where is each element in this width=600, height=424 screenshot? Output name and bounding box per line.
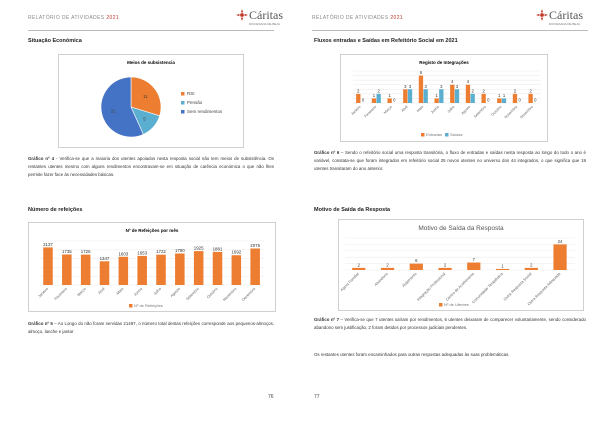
bar-value-label: 24 xyxy=(557,238,563,244)
meals-chart xyxy=(29,223,275,311)
caritas-cross-icon xyxy=(536,9,548,21)
bar-value-label: 3 xyxy=(440,83,443,89)
bar xyxy=(502,98,506,103)
category-label: Julho xyxy=(446,104,456,114)
page-number-right: 77 xyxy=(314,394,320,400)
bar-value-label: 3 xyxy=(404,83,407,89)
category-label: Novembro xyxy=(503,104,519,120)
category-label: Outubro xyxy=(206,286,219,300)
bar-value-label: 6 xyxy=(419,70,423,76)
graph-5-label: Gráfico nº 5 xyxy=(28,321,53,326)
category-label: Dezembro xyxy=(519,104,534,120)
section-title-exit: Motivo de Saída da Resposta xyxy=(314,207,391,213)
logo-subtitle: DIOCESANA DE BEJA xyxy=(249,22,280,26)
legend-label: Nº de Refeições xyxy=(134,303,163,308)
bar-value-label: 2 xyxy=(443,262,447,268)
category-label: Setembro xyxy=(185,286,200,302)
section-title-meals: Número de refeições xyxy=(28,207,83,213)
category-label: Dezembro xyxy=(241,286,257,303)
graph-7-text: – Verifica-se que 7 utentes saíram por rendimentos, 6 utentes deixaram de comparecer voluntariamente, sendo considerado abandono sem justificação, 2 foram detidos por processos judiciais pendentes. xyxy=(314,317,586,330)
bar-value-label: 4 xyxy=(466,79,470,85)
paragraph-other-responses: Os restantes utentes foram encaminhados para outras respostas adequadas às suas problemáticas. xyxy=(314,352,510,357)
caritas-logo xyxy=(536,6,586,32)
bar-value-label: 2 xyxy=(357,88,360,94)
bar xyxy=(466,85,470,103)
bar-value-label: 1 xyxy=(388,92,391,98)
bar-value-label: 1 xyxy=(498,92,501,98)
bar xyxy=(213,252,223,285)
legend-swatch xyxy=(421,133,425,137)
bar-value-label: 6 xyxy=(415,258,418,264)
bar-value-label: 2 xyxy=(530,262,533,268)
graph-6-text: – Sendo o refeitório social uma resposta transitória, o fluxo de entradas e saídas nesta resposta ao longo do todo o ano é variável, constata-se que foram integrados em refeitório social 25 novos utentes no universo dos 44 integrados, o que significa que 19 utentes transitaram do ano anterior. xyxy=(314,150,587,171)
bar-value-label: 1 xyxy=(372,92,376,98)
legend-swatch xyxy=(445,133,449,137)
header-title: RELATÓRIO DE ATIVIDADES xyxy=(28,15,105,21)
exit-chart-box xyxy=(338,219,584,311)
pie-chart xyxy=(59,55,243,147)
header-left xyxy=(28,15,119,21)
bar-value-label: 1881 xyxy=(212,246,223,252)
bar-value-label: 1925 xyxy=(193,245,204,251)
bar-value-label: 1790 xyxy=(174,247,185,253)
graph-4-label: Gráfico nº 4 xyxy=(28,156,55,161)
legend-swatch xyxy=(181,110,185,114)
legend-label: Saídas xyxy=(450,132,463,137)
bar xyxy=(525,268,538,270)
category-label: Abandono xyxy=(373,271,389,287)
legend-swatch xyxy=(439,303,443,307)
bar xyxy=(455,89,459,103)
logo-subtitle: DIOCESANA DE BEJA xyxy=(549,22,580,26)
pie-chart-box xyxy=(58,54,244,148)
bar-value-label: 2 xyxy=(357,262,360,268)
integrations-chart-box xyxy=(340,54,548,142)
bar-value-label: 2 xyxy=(513,88,517,94)
bar-value-label: 7 xyxy=(472,257,475,263)
paragraph-graph-6 xyxy=(314,149,586,173)
legend-label: Sem rendimentos xyxy=(187,109,223,114)
header-rule xyxy=(28,30,274,31)
bar xyxy=(250,248,260,285)
bar xyxy=(496,269,509,270)
category-label: Fevereiro xyxy=(363,104,378,119)
category-label: Janeiro xyxy=(350,104,362,117)
bar xyxy=(100,261,110,285)
right-page xyxy=(300,0,600,424)
bar-value-label: 2 xyxy=(386,262,389,268)
category-label: Maio xyxy=(115,286,125,296)
bar xyxy=(403,89,407,103)
bar xyxy=(553,244,566,270)
category-label: Integração Profissional xyxy=(416,271,447,303)
bar-value-label: 2 xyxy=(377,88,380,94)
bar-value-label: 0 xyxy=(361,97,365,103)
bar xyxy=(471,94,475,103)
bar-value-label: 2 xyxy=(471,88,474,94)
pie-value-label: 21 xyxy=(110,108,116,114)
header-right xyxy=(312,15,403,21)
bar xyxy=(352,268,365,270)
category-label: Outra Resposta Adequada xyxy=(526,271,562,307)
bar xyxy=(137,256,147,285)
pie-value-label: 5 xyxy=(143,116,146,122)
category-label: Julho xyxy=(152,286,163,297)
logo-word: Cáritas xyxy=(249,8,283,22)
category-label: Agosto xyxy=(169,286,181,299)
bar xyxy=(528,94,532,103)
meals-chart-box xyxy=(28,222,276,312)
bar xyxy=(119,257,129,285)
bar xyxy=(467,263,480,270)
bar-value-label: 1726 xyxy=(80,249,91,255)
bar xyxy=(450,85,454,103)
page-number-left: 76 xyxy=(268,394,274,400)
bar-value-label: 1 xyxy=(435,92,438,98)
bar xyxy=(381,268,394,270)
category-label: Junho xyxy=(133,286,144,298)
category-label: Abril xyxy=(400,104,409,113)
bar xyxy=(497,98,501,103)
bar xyxy=(387,98,391,103)
legend-swatch xyxy=(129,304,133,308)
header-year: 2021 xyxy=(390,15,404,21)
bar-value-label: 1653 xyxy=(137,250,148,256)
bar xyxy=(356,94,360,103)
bar xyxy=(513,94,517,103)
legend-label: RSI xyxy=(187,91,195,96)
bar-value-label: 1735 xyxy=(61,248,72,254)
bar xyxy=(408,89,412,103)
bar xyxy=(438,268,451,270)
bar-value-label: 1 xyxy=(502,92,506,98)
bar-value-label: 0 xyxy=(534,97,537,103)
logo-word: Cáritas xyxy=(549,8,583,22)
exit-chart xyxy=(339,220,583,310)
category-label: Outra Resposta Social xyxy=(502,271,533,302)
legend-label: Entradas xyxy=(426,132,443,137)
bar xyxy=(194,251,204,285)
bar-value-label: 1603 xyxy=(118,251,129,257)
bar-value-label: 3 xyxy=(424,83,427,89)
bar xyxy=(419,76,423,103)
header-year: 2021 xyxy=(106,15,120,21)
category-label: Comunidade Terapêutica xyxy=(471,271,504,305)
bar-value-label: 2 xyxy=(529,88,532,94)
category-label: Agosto xyxy=(460,104,472,116)
graph-7-label: Gráfico nº 7 xyxy=(314,317,340,322)
bar xyxy=(424,89,428,103)
bar-value-label: 1 xyxy=(501,263,504,269)
category-label: Alojamento xyxy=(401,271,418,289)
legend-swatch xyxy=(181,101,185,105)
category-label: Centro de Acolhimento xyxy=(445,271,476,302)
graph-4-text: - Verifica-se que a maioria dos utentes apoiados nesta resposta social não tem meios de subsistência. Os restantes utentes mesmo com alguns rendimentos encontravam-se em situação de carência económica o que não lhes permite fazer face às necessidades básicas. xyxy=(28,156,274,177)
pie-value-label: 11 xyxy=(143,93,148,99)
section-title-economic: Situação Económica xyxy=(28,38,82,44)
bar xyxy=(372,98,376,103)
meals-chart-title: Nº de Refeições por mês xyxy=(125,228,179,233)
legend-label: Nº de Utentes xyxy=(444,302,469,307)
caritas-logo xyxy=(236,6,286,32)
integrations-chart xyxy=(341,55,547,141)
integrations-chart-title: Registo de Integrações xyxy=(419,60,469,65)
category-label: Fevereiro xyxy=(53,286,68,302)
category-label: Novembro xyxy=(222,286,238,303)
bar-value-label: 4 xyxy=(451,79,454,85)
category-label: Maio xyxy=(415,104,425,114)
bar-value-label: 0 xyxy=(518,97,521,103)
bar xyxy=(62,254,72,285)
bar xyxy=(434,98,438,103)
legend-swatch xyxy=(181,92,185,96)
pie-chart-title: Meios de subsistencia xyxy=(127,60,175,65)
bar xyxy=(156,255,166,285)
paragraph-graph-7 xyxy=(314,316,586,332)
bar-value-label: 0 xyxy=(393,97,396,103)
caritas-cross-icon xyxy=(236,9,248,21)
category-label: Outubro xyxy=(490,104,503,117)
category-label: Setembro xyxy=(473,104,487,119)
category-label: Agora Familiar xyxy=(339,271,361,293)
bar-value-label: 1692 xyxy=(231,249,242,255)
category-label: Abril xyxy=(97,286,106,296)
category-label: Janeiro xyxy=(37,286,50,299)
bar-value-label: 0 xyxy=(487,97,490,103)
exit-chart-title: Motivo de Saída da Resposta xyxy=(418,225,504,232)
category-label: Março xyxy=(76,286,87,298)
bar-value-label: 1722 xyxy=(156,249,166,255)
paragraph-graph-4 xyxy=(28,155,274,179)
graph-5-text: – Ao Longo do não foram servidas 21497, o número total destas refeições corresponde aos pequenos-almoços, almoço, lanche e jantar xyxy=(28,321,274,334)
bar xyxy=(81,255,91,285)
bar xyxy=(377,94,381,103)
paragraph-graph-5 xyxy=(28,320,274,336)
bar xyxy=(232,255,242,285)
section-title-flows: Fluxos entradas e Saídas em Refeitório Social em 2021 xyxy=(314,38,458,44)
bar xyxy=(439,89,443,103)
bar xyxy=(43,247,53,285)
category-label: Junho xyxy=(430,104,440,115)
bar xyxy=(481,94,485,103)
bar xyxy=(410,264,423,270)
category-label: Março xyxy=(382,104,393,115)
bar xyxy=(175,253,185,285)
bar-value-label: 2075 xyxy=(250,242,261,248)
bar-value-label: 2137 xyxy=(43,241,53,247)
bar-value-label: 1347 xyxy=(99,255,110,261)
bar-value-label: 3 xyxy=(408,83,412,89)
header-title: RELATÓRIO DE ATIVIDADES xyxy=(312,15,389,21)
bar-value-label: 2 xyxy=(482,88,485,94)
bar-value-label: 3 xyxy=(455,83,459,89)
graph-6-label: Gráfico nº 6 xyxy=(314,150,340,155)
legend-label: Pensão xyxy=(187,100,203,105)
header-rule xyxy=(312,30,588,31)
